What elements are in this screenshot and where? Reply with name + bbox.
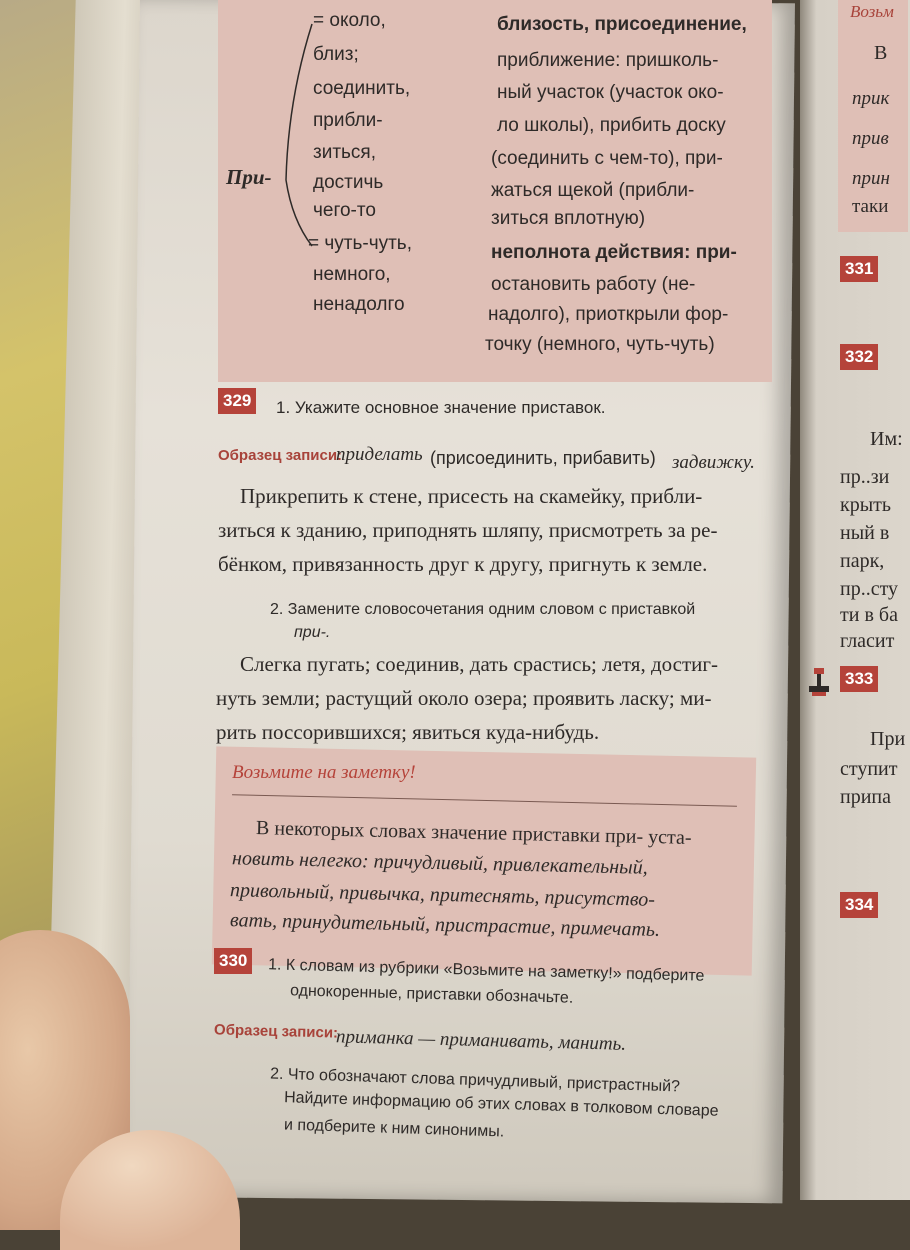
example-line: точку (немного, чуть-чуть) xyxy=(485,334,715,355)
right-text: прин xyxy=(852,168,890,189)
exercise-number: 333 xyxy=(840,666,878,692)
right-text: Им: xyxy=(870,428,903,450)
right-text: крыть xyxy=(840,494,892,516)
meaning-line: близ; xyxy=(313,44,359,65)
sample-label: Образец записи: xyxy=(213,1021,339,1042)
note-line: привольный, привычка, притеснять, присутство- xyxy=(229,879,656,911)
text-line: рить поссорившихся; явиться куда-нибудь. xyxy=(216,720,600,744)
right-text: прик xyxy=(852,88,890,109)
text-line: зиться к зданию, приподнять шляпу, присмотреть за ре- xyxy=(218,518,718,542)
example-line: приближение: пришколь- xyxy=(497,50,719,71)
text-line: Прикрепить к стене, присесть на скамейку, прибли- xyxy=(240,484,703,508)
sample-word: приделать xyxy=(336,444,423,465)
prefix-label: При- xyxy=(226,165,272,189)
meaning-line: немного, xyxy=(313,264,391,285)
example-line: ло школы), прибить доску xyxy=(497,115,726,136)
right-text: прив xyxy=(852,128,889,149)
right-note-title: Возьм xyxy=(850,2,894,21)
meaning-line: = около, xyxy=(313,10,386,31)
brace-icon xyxy=(280,20,316,250)
right-text: ный в xyxy=(840,522,890,544)
right-text: пр..сту xyxy=(840,578,899,600)
exercise-task: однокоренные, приставки обозначьте. xyxy=(289,982,574,1007)
exercise-number: 329 xyxy=(218,388,256,414)
right-text: припа xyxy=(840,786,891,808)
exercise-number: 334 xyxy=(840,892,878,918)
note-line: вать, принудительный, пристрастие, примечать. xyxy=(229,909,661,941)
example-line: жаться щекой (прибли- xyxy=(491,180,695,201)
stamp-icon xyxy=(806,666,832,700)
example-line: близость, присоединение, xyxy=(497,14,747,35)
right-text: При xyxy=(870,728,906,750)
text-line: Слегка пугать; соединив, дать срастись; летя, достиг- xyxy=(240,652,719,676)
text-line: бёнком, привязанность друг к другу, пригнуть к земле. xyxy=(218,552,708,576)
sample-text: приманка — приманивать, манить. xyxy=(335,1026,627,1055)
exercise-number: 332 xyxy=(840,344,878,370)
example-line: (соединить с чем-то), при- xyxy=(491,148,723,169)
right-text: таки xyxy=(852,196,889,217)
meaning-line: ненадолго xyxy=(313,294,405,315)
exercise-task: при-. xyxy=(294,624,331,641)
meaning-line: прибли- xyxy=(313,110,383,131)
exercise-number: 331 xyxy=(840,256,878,282)
text-line: нуть земли; растущий около озера; проявить ласку; ми- xyxy=(216,686,712,710)
example-line: зиться вплотную) xyxy=(491,208,646,229)
task-line: Найдите информацию об этих словах в толковом словаре xyxy=(283,1089,719,1120)
right-text: В xyxy=(874,42,888,64)
meaning-line: зиться, xyxy=(313,142,376,163)
task-line: и подберите к ним синонимы. xyxy=(283,1116,505,1141)
right-text: пр..зи xyxy=(840,466,890,488)
note-line: В некоторых словах значение приставки при- уста- xyxy=(255,817,692,849)
meaning-line: = чуть-чуть, xyxy=(308,233,412,254)
task-line: 2. Что обозначают слова причудливый, пристрастный? xyxy=(269,1065,681,1096)
meaning-line: чего-то xyxy=(313,200,376,221)
right-text: парк, xyxy=(840,550,885,572)
sample-label: Образец записи: xyxy=(218,447,343,464)
example-line: остановить работу (не- xyxy=(491,274,696,295)
meaning-line: достичь xyxy=(313,172,384,193)
sample-text: (присоединить, прибавить) xyxy=(430,448,656,468)
sample-end: задвижку. xyxy=(672,452,755,473)
meaning-line: соединить, xyxy=(313,78,411,99)
example-line: ный участок (участок око- xyxy=(497,82,724,103)
exercise-task: 1. Укажите основное значение приставок. xyxy=(276,398,606,417)
exercise-task: 2. Замените словосочетания одним словом с приставкой xyxy=(270,601,696,618)
right-text: гласит xyxy=(840,630,895,652)
note-title: Возьмите на заметку! xyxy=(232,762,416,783)
right-text: ти в ба xyxy=(840,604,898,626)
exercise-task: 1. К словам из рубрики «Возьмите на заметку!» подберите xyxy=(267,956,705,985)
exercise-number: 330 xyxy=(214,948,252,974)
right-text: ступит xyxy=(840,758,898,780)
note-line: новить нелегко: причудливый, привлекательный, xyxy=(231,847,648,879)
example-line: надолго), приоткрыли фор- xyxy=(488,304,729,325)
example-line: неполнота действия: при- xyxy=(491,242,737,263)
